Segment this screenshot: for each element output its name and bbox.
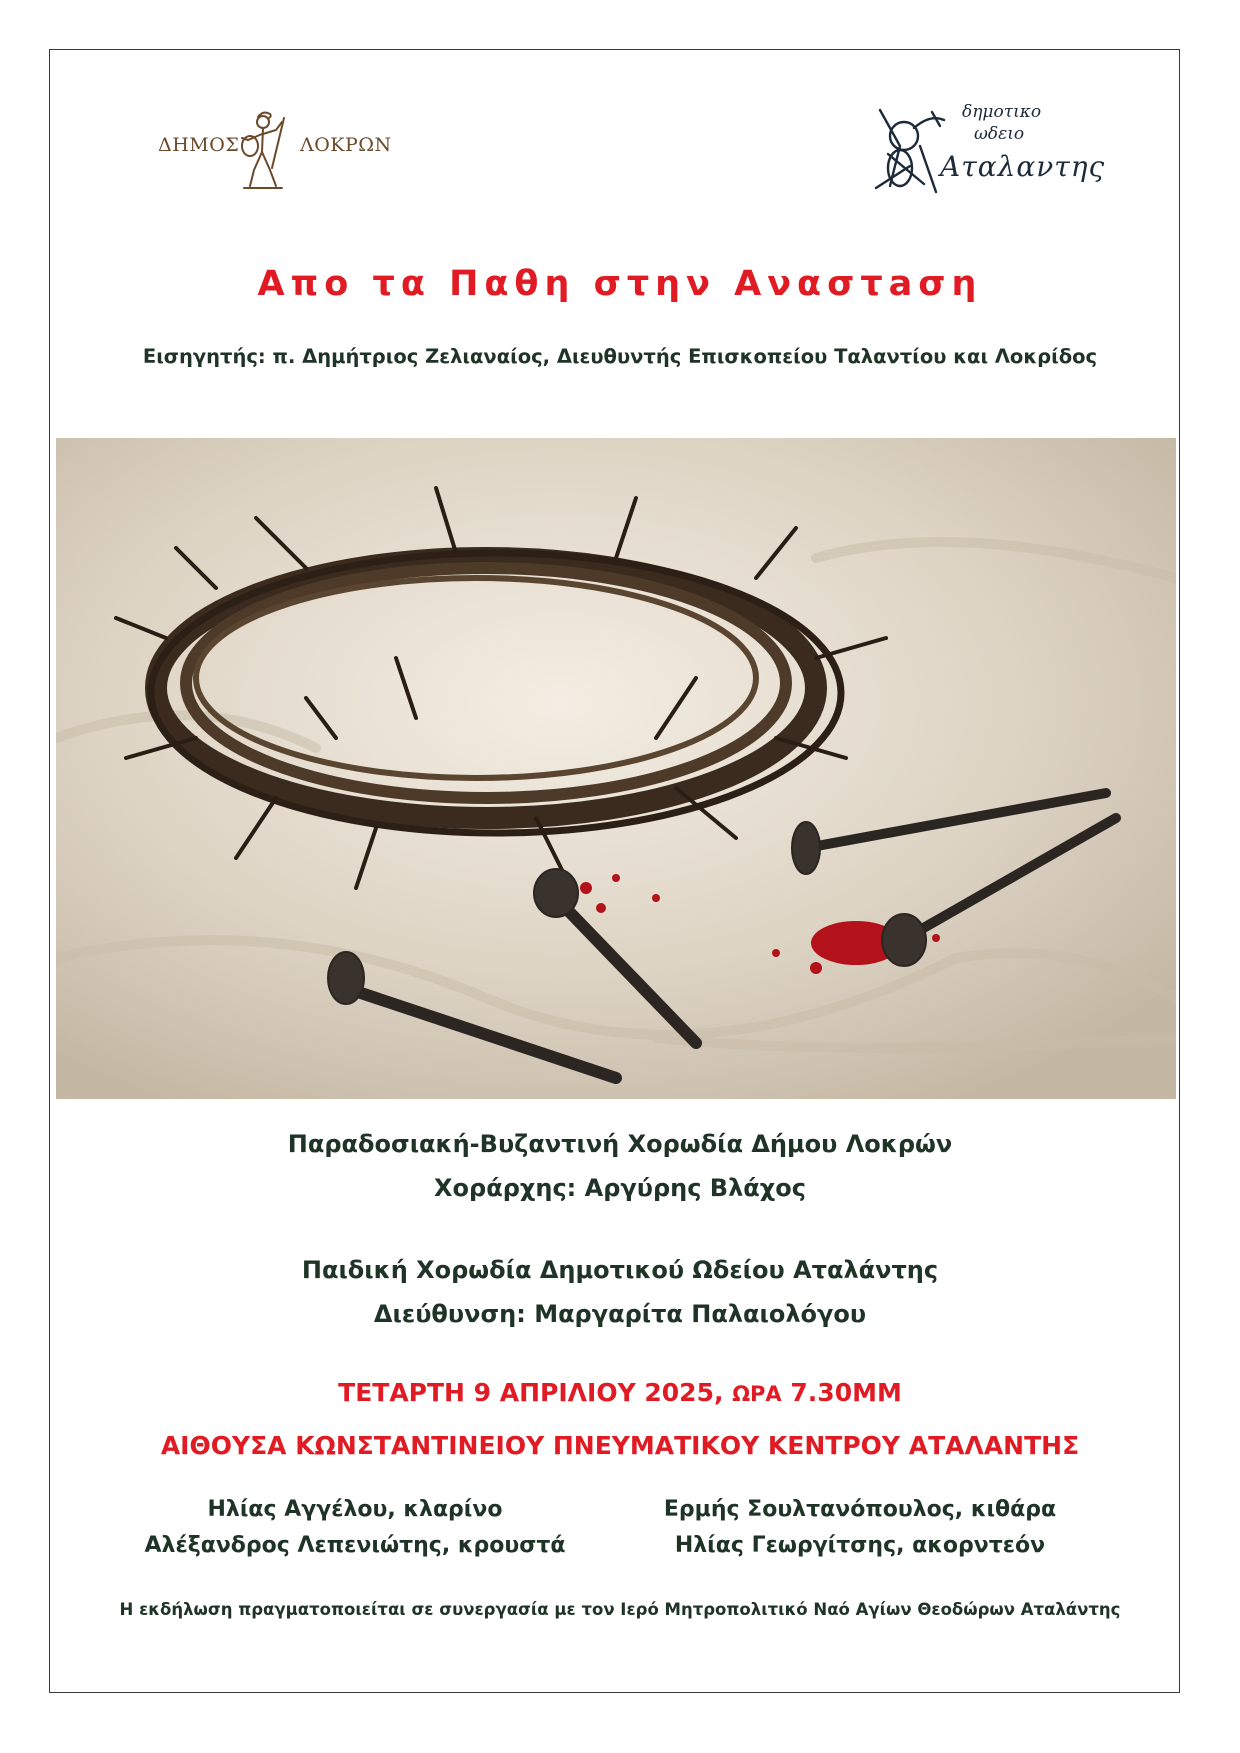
logo-right-line2: ωδειο: [974, 124, 1025, 144]
choir-1-name: Παραδοσιακή-Βυζαντινή Χορωδία Δήμου Λοκρών: [287, 1130, 953, 1158]
crown-of-thorns-photo: [56, 438, 1176, 1099]
odeio-atalantis-logo: [870, 98, 1106, 202]
event-time-label: ΩΡΑ: [732, 1382, 782, 1406]
speaker-line: Εισηγητής: π. Δημήτριος Ζελιαναίος, Διευθυντής Επισκοπείου Ταλαντίου και Λοκρίδος: [142, 345, 1098, 368]
choir-2-name: Παιδική Χορωδία Δημοτικού Ωδείου Αταλάντης: [301, 1256, 939, 1284]
musician-right-2: Ηλίας Γεωργίτσης, ακορντεόν: [674, 1533, 1046, 1558]
event-title: Απο τα Παθη στην Αναστaση: [257, 264, 983, 304]
choir-2-leader: Διεύθυνση: Μαργαρίτα Παλαιολόγου: [373, 1300, 867, 1328]
musician-right-1: Ερμής Σουλτανόπουλος, κιθάρα: [663, 1497, 1057, 1522]
event-venue: ΑΙΘΟΥΣΑ ΚΩΝΣΤΑΝΤΙΝΕΙΟΥ ΠΝΕΥΜΑΤΙΚΟΥ ΚΕΝΤΡΟΥ ΑΤΑΛΑΝΤΗΣ: [160, 1431, 1080, 1460]
instruments-icon: [870, 106, 950, 198]
logo-left-word2: ΛΟΚΡΩΝ: [300, 134, 392, 156]
logo-right-line1: δημοτικο: [962, 102, 1042, 122]
footer-note: Η εκδήλωση πραγματοποιείται σε συνεργασία με τον Ιερό Μητροπολιτικό Ναό Αγίων Θεοδώρων Αταλάντης: [119, 1600, 1121, 1619]
musician-left-1: Ηλίας Αγγέλου, κλαρίνο: [207, 1497, 503, 1522]
dimos-lokron-logo: [158, 108, 392, 194]
logo-left-word1: ΔΗΜΟΣ: [158, 134, 240, 156]
crown-and-nails-illustration: [56, 438, 1176, 1099]
event-datetime: [0, 1378, 1240, 1407]
logo-right-line3: Αταλαντης: [940, 150, 1106, 183]
musician-left-2: Αλέξανδρος Λεπενιώτης, κρουστά: [144, 1533, 566, 1558]
event-time: 7.30ΜΜ: [790, 1378, 902, 1407]
choir-1-leader: Χοράρχης: Αργύρης Βλάχος: [434, 1174, 806, 1202]
event-date: ΤΕΤΑΡΤΗ 9 ΑΠΡΙΛΙΟΥ 2025,: [338, 1378, 724, 1407]
warrior-figure-icon: [232, 108, 294, 194]
